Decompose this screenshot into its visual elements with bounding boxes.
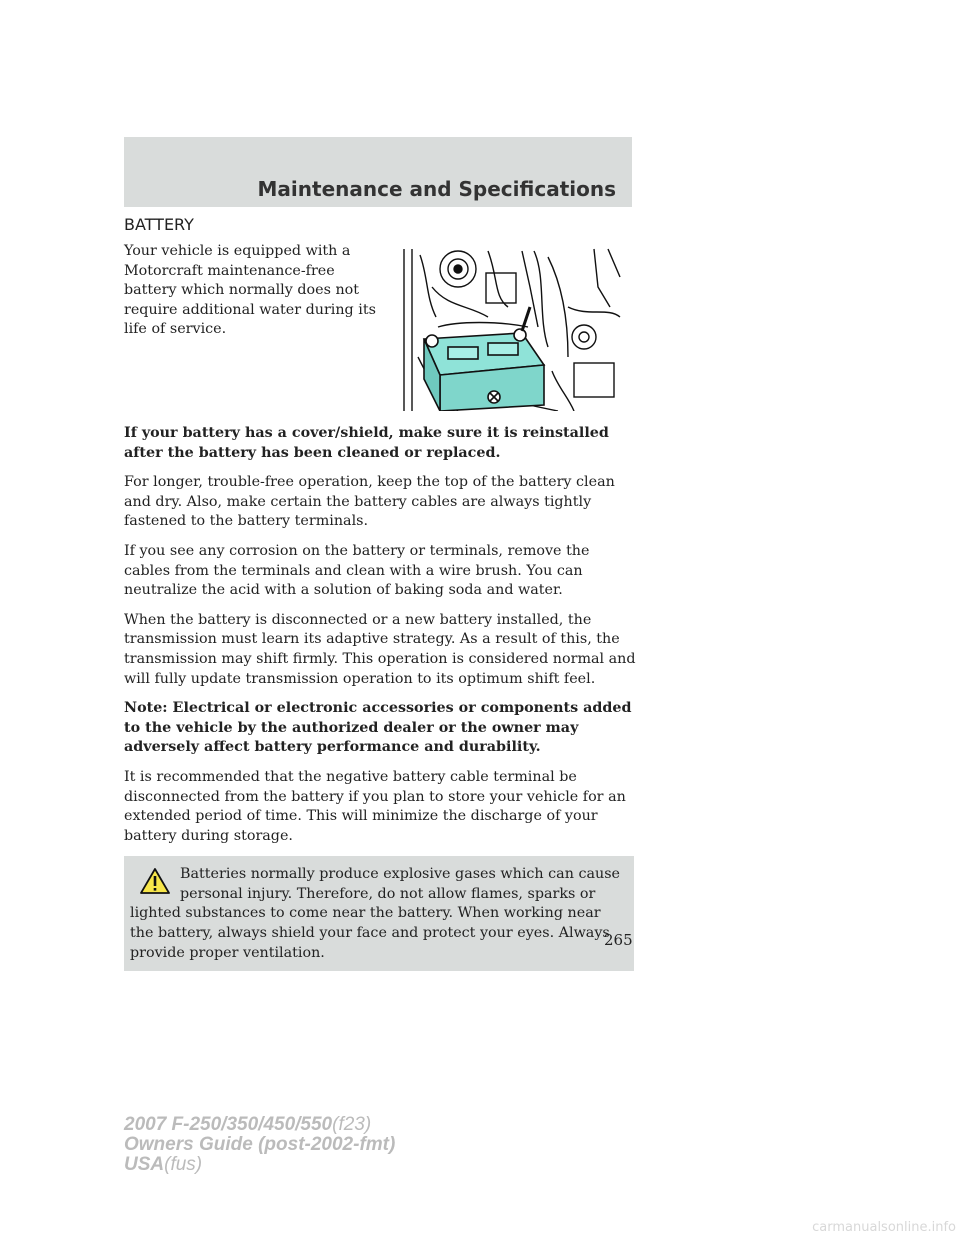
- warning-box: [124, 856, 634, 971]
- paragraph-cover-shield: If your battery has a cover/shield, make sure it is reinstalled after the battery has been cleaned or replaced.: [124, 425, 609, 461]
- section-title: BATTERY: [124, 215, 194, 234]
- paragraph-transmission: When the battery is disconnected or a new battery installed, the transmission must learn its adaptive strategy. As a result of this, the transmission may shift firmly. This operation is considered normal and will fully update transmission operation to its optimum shift feel.: [124, 611, 636, 687]
- footer-market-code: (fus): [164, 1154, 203, 1175]
- paragraph-note: Note: Electrical or electronic accessories or components added to the vehicle by the authorized dealer or the owner may adversely affect battery performance and durability.: [124, 700, 632, 756]
- header-band: [124, 137, 632, 207]
- page-header-title: Maintenance and Specifications: [257, 177, 616, 201]
- warning-text: Batteries normally produce explosive gases which can cause personal injury. Therefore, do not allow flames, sparks or lighted substances to come near the battery. When working near the battery, always shield your face and protect your eyes. Always provide proper ventilation.: [130, 866, 620, 961]
- footer-guide: Owners Guide (post-2002-fmt): [124, 1134, 396, 1155]
- warning-triangle-icon: [140, 867, 170, 895]
- footer-model: 2007 F-250/350/450/550: [124, 1114, 333, 1135]
- paragraph-corrosion: If you see any corrosion on the battery or terminals, remove the cables from the terminals and clean with a wire brush. You can neutralize the acid with a solution of baking soda and water.: [124, 542, 590, 599]
- battery-engine-illustration: [398, 247, 622, 411]
- footer-market: USA: [124, 1154, 165, 1175]
- footer: [124, 1115, 395, 1175]
- watermark: carmanualsonline.info: [812, 1220, 956, 1235]
- battery-figure-svg: [398, 247, 622, 411]
- page-number: 265: [604, 931, 633, 949]
- paragraph-clean-dry: For longer, trouble-free operation, keep the top of the battery clean and dry. Also, make certain the battery cables are always tightly fastened to the battery terminals.: [124, 474, 615, 530]
- body-text: [124, 424, 639, 971]
- intro-paragraph: Your vehicle is equipped with a Motorcraft maintenance-free battery which normally does not require additional water during its life of service.: [124, 243, 376, 338]
- paragraph-storage: It is recommended that the negative battery cable terminal be disconnected from the battery if you plan to store your vehicle for an extended period of time. This will minimize the discharge of your battery during storage.: [124, 768, 626, 844]
- footer-model-code: (f23): [332, 1114, 372, 1135]
